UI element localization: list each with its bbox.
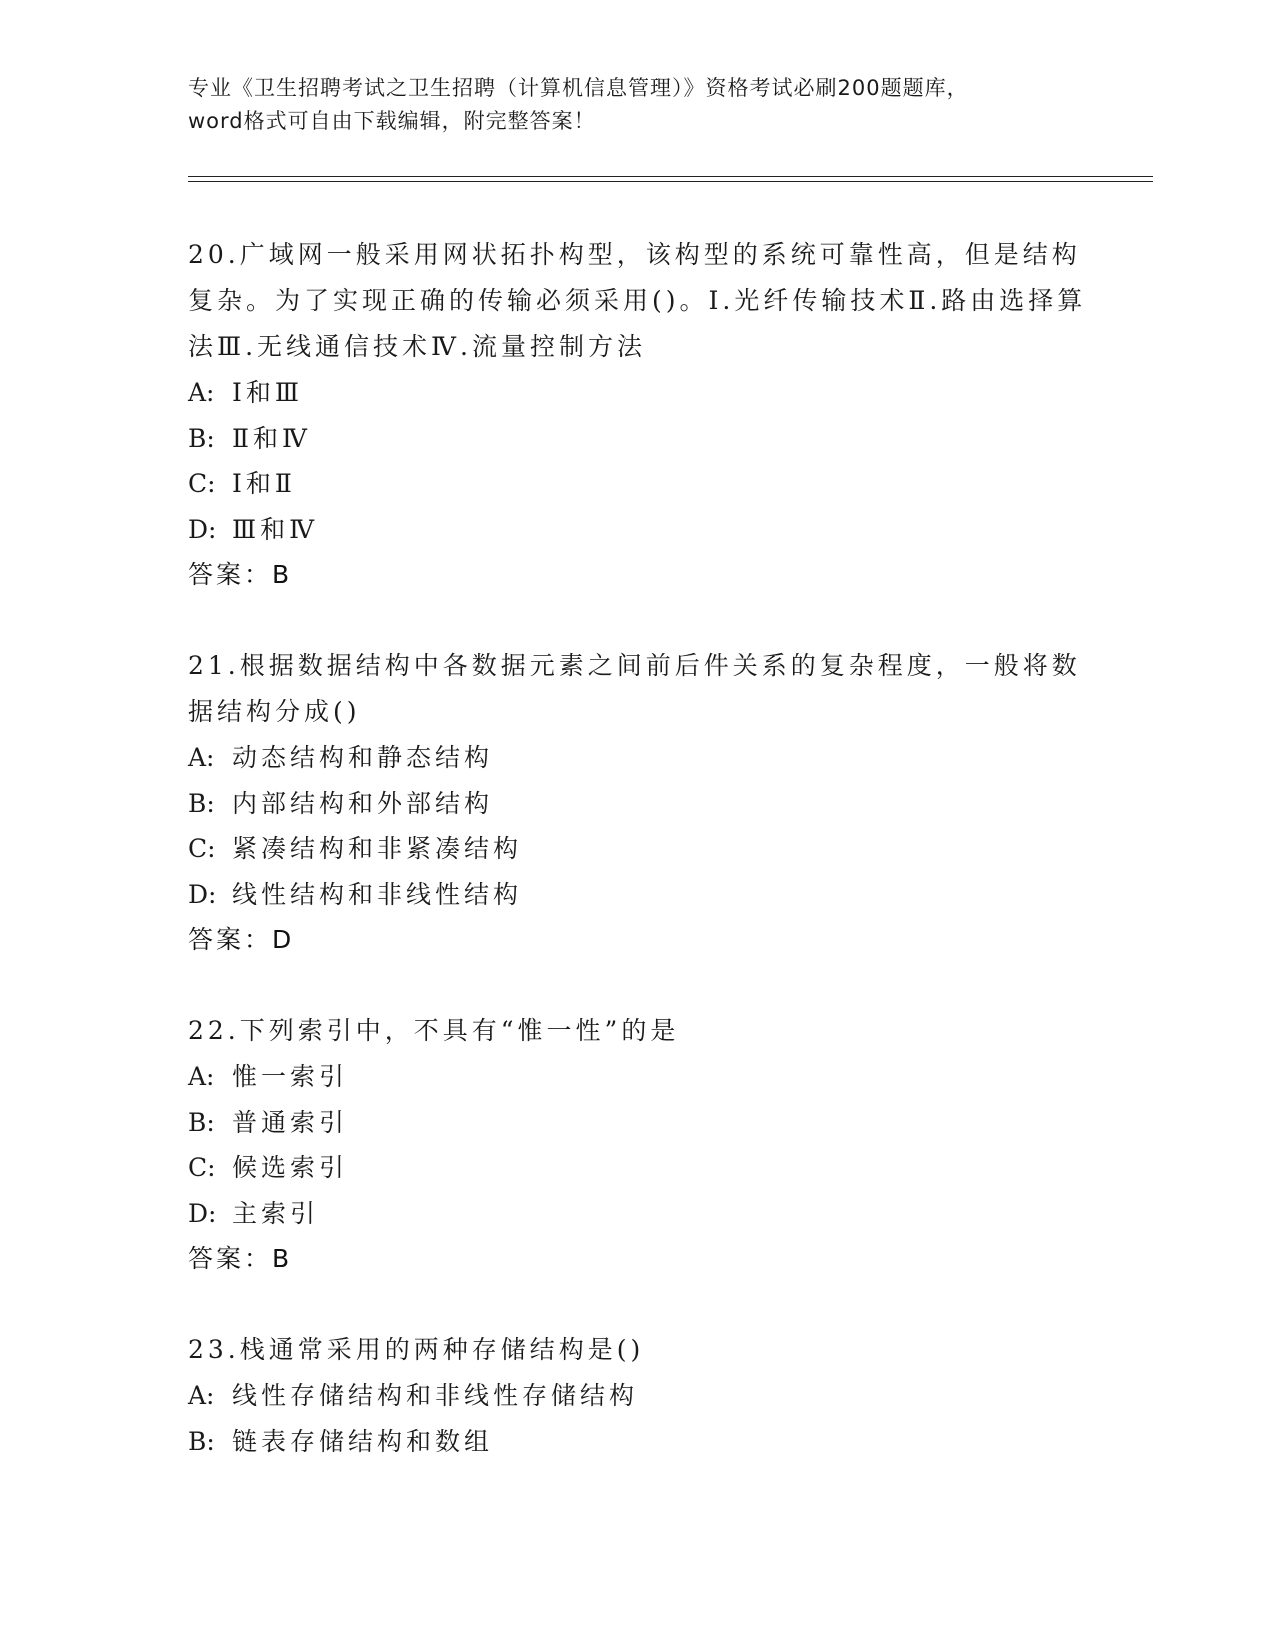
option-letter: D: xyxy=(188,1198,217,1228)
question-20 xyxy=(188,232,1088,598)
option-letter: B: xyxy=(188,788,215,818)
option-letter: A: xyxy=(188,1381,215,1410)
answer-label: 答案： xyxy=(188,1244,273,1273)
option-text: 紧凑结构和非紧凑结构 xyxy=(232,834,523,863)
question-text: 22.下列索引中，不具有“惟一性”的是 xyxy=(188,1016,680,1045)
option-text: Ⅰ和Ⅱ xyxy=(232,469,296,498)
option-text: 主索引 xyxy=(232,1198,320,1228)
header-line-1: 专业《卫生招聘考试之卫生招聘（计算机信息管理）》资格考试必刷200题题库， xyxy=(188,76,969,100)
spacer xyxy=(188,963,1088,1008)
option-text: Ⅰ和Ⅲ xyxy=(232,378,303,407)
question-text: 21.根据数据结构中各数据元素之间前后件关系的复杂程度，一般将数据结构分成() xyxy=(188,651,1081,726)
spacer xyxy=(188,598,1088,643)
answer-value: B xyxy=(272,560,291,589)
question-text: 20.广域网一般采用网状拓扑构型，该构型的系统可靠性高，但是结构复杂。为了实现正确的传输必须采用()。Ⅰ.光纤传输技术Ⅱ.路由选择算法Ⅲ.无线通信技术Ⅳ.流量控制方法 xyxy=(188,240,1087,361)
question-23 xyxy=(188,1327,1088,1464)
spacer xyxy=(188,1282,1088,1327)
option-letter: B: xyxy=(188,423,215,453)
option-b xyxy=(188,781,1088,827)
option-c xyxy=(188,461,1088,507)
option-b xyxy=(188,1100,1088,1146)
question-21 xyxy=(188,643,1088,963)
option-b xyxy=(188,416,1088,462)
question-text: 23.栈通常采用的两种存储结构是() xyxy=(188,1335,645,1364)
option-letter: D: xyxy=(188,879,217,909)
option-letter: C: xyxy=(188,469,216,498)
option-letter: B: xyxy=(188,1426,215,1456)
option-letter: A: xyxy=(188,378,215,407)
option-letter: D: xyxy=(188,514,217,544)
header-divider-bottom xyxy=(188,181,1153,182)
option-letter: A: xyxy=(188,743,215,772)
option-c xyxy=(188,826,1088,872)
answer-line xyxy=(188,552,1088,598)
option-text: 链表存储结构和数组 xyxy=(232,1426,494,1456)
option-a xyxy=(188,1373,1088,1419)
option-text: 线性结构和非线性结构 xyxy=(232,879,523,909)
option-d xyxy=(188,1191,1088,1237)
option-d xyxy=(188,872,1088,918)
answer-label: 答案： xyxy=(188,925,273,954)
answer-line xyxy=(188,917,1088,963)
option-text: 线性存储结构和非线性存储结构 xyxy=(232,1381,639,1410)
document-header xyxy=(188,72,1088,138)
option-b xyxy=(188,1419,1088,1465)
option-text: 内部结构和外部结构 xyxy=(232,788,494,818)
option-letter: A: xyxy=(188,1062,215,1091)
option-text: 动态结构和静态结构 xyxy=(232,743,494,772)
option-text: Ⅱ和Ⅳ xyxy=(232,423,311,453)
option-letter: C: xyxy=(188,834,216,863)
option-a xyxy=(188,735,1088,781)
option-c xyxy=(188,1145,1088,1191)
option-text: 普通索引 xyxy=(232,1107,349,1137)
option-text: Ⅲ和Ⅳ xyxy=(232,514,319,544)
option-a xyxy=(188,370,1088,416)
header-line-2: word格式可自由下载编辑，附完整答案！ xyxy=(188,109,596,133)
question-list xyxy=(188,232,1088,1464)
answer-value: D xyxy=(272,925,293,954)
answer-value: B xyxy=(272,1244,291,1273)
answer-label: 答案： xyxy=(188,560,273,589)
question-22 xyxy=(188,1008,1088,1282)
option-text: 惟一索引 xyxy=(232,1062,349,1091)
option-letter: B: xyxy=(188,1107,215,1137)
option-letter: C: xyxy=(188,1153,216,1182)
option-d xyxy=(188,507,1088,553)
option-a xyxy=(188,1054,1088,1100)
header-divider-top xyxy=(188,176,1153,177)
option-text: 候选索引 xyxy=(232,1153,349,1182)
answer-line xyxy=(188,1236,1088,1282)
